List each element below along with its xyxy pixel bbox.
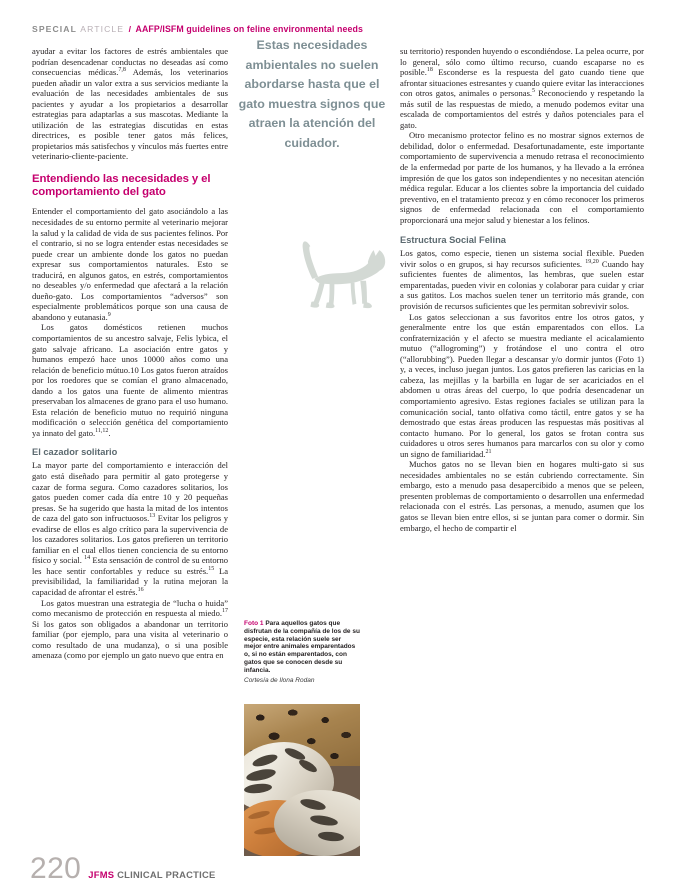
running-head-special: SPECIAL (32, 24, 77, 34)
section-heading-solitary-hunter: El cazador solitario (32, 447, 118, 458)
folio (30, 848, 216, 884)
paragraph: su territorio) responden huyendo o escondiéndose. La pelea ocurre, por lo general, sólo como último recurso, cuando escaparse no es posible.$^{18}$ Esconderse es la respuesta del gato cuando tiene que afrontar situaciones estresantes y cuando quiere evitar las interacciones con otros gatos, animales o personas.$^5$ Reconociendo y respetando la más sutil de las respuestas de miedo, a menudo podemos evitar una escalada de comportamientos del estrés y daños potenciales para el gato. (400, 46, 644, 130)
paragraph: La mayor parte del comportamiento e interacción del gato está diseñado para permitir al gato protegerse y cazar de forma segura. Como cazadores solitarios, los gatos pueden comer cada día entre 10 y 20 pequeñas presas. Se ha sugerido que hasta la mitad de los intentos de caza del gato son infructuosos.$^{13}$ Evitar los peligros y evadirse de ellos es algo crítico para la supervivencia de los cazadores solitarios. Los gatos prefieren un territorio familiar en el cual ellos tienen conciencia de su entorno físico y social. $^{14}$ Esta sensación de control de su entorno les hace sentir confortables y reduce su estrés.$^{15}$ La previsibilidad, la familiaridad y la rutina mejoran la capacidad de afrontar el estrés.$^{16}$ (32, 460, 228, 598)
paragraph: Otro mecanismo protector felino es no mostrar signos externos de debilidad, dolor o enfermedad. Desafortunadamente, este importante comportamiento de supervivencia a menudo retrasa el reconocimiento de la enfermedad por parte de los humanos, y ha llevado a la errónea impresión de que los gatos son independientes y no necesitan atención médica regular. Educar a los clientes sobre la importancia del cuidado preventivo, en el tratamiento precoz y en cómo reconocer los primeros signos de enfermedad relacionada con el comportamiento proporcionará una mejor salud y bienestar a los felinos. (400, 130, 644, 225)
running-head-article: ARTICLE (80, 24, 125, 34)
paragraph: Los gatos muestran una estrategia de “lucha o huida” como mecanismo de protección en respuesta al miedo.$^{17}$ Si los gatos son obligados a abandonar un territorio familiar (por ejemplo, para una visita al veterinario o como resultado de una mudanza), o si una posible amenaza (como por ejemplo un gato nuevo que entra en (32, 597, 228, 661)
figure-caption-text: Para aquellos gatos que disfrutan de la compañía de los de su especie, esta relación suele ser mejor entre animales emparentados o, si no están emparentados, con gatos que se conocen desde su infancia. (244, 620, 360, 674)
figure-credit: Cortesía de Ilona Rodan (244, 677, 315, 685)
page-number: 220 (30, 852, 82, 885)
figure-caption (244, 620, 360, 685)
section-heading-understanding: Entendiendo las necesidades y el comportamiento del gato (32, 173, 211, 199)
paragraph: ayudar a evitar los factores de estrés ambientales que podrían desencadenar conductas no deseadas así como consecuencias médicas.$^{7,8}$ Además, los veterinarios pueden añadir un valor extra a sus servicios mediante la evaluación de las necesidades ambientales de sus pacientes y ayudar a los propietarios a desarrollar estrategias para adaptarlas a sus mascotas. Mediante la utilización de las estrategias discutidas en estas directrices, es posible tener gatos más felices, propietarios más satisfechos y vínculos más fuertes entre veterinario-cliente-paciente. (32, 46, 228, 162)
running-head (32, 22, 644, 36)
section-heading-social-structure: Estructura Social Felina (400, 235, 506, 246)
right-text-column (400, 46, 644, 533)
pull-quote: Estas necesidades ambientales no suelen abordarse hasta que el gato muestra signos que atraen la atención del cuidador. (238, 38, 386, 150)
figure-photo-cats (244, 704, 360, 856)
journal-name (88, 868, 215, 884)
paragraph: Los gatos seleccionan a sus favoritos entre los otros gatos, y generalmente entre los que están emparentados con ellos. La confraternización y el afecto se muestra mediante el acicalamiento mutuo (“allogroming”) y frotándose el uno contra el otro (“allorubbing”). Pueden llegar a descansar y/o dormir juntos (Foto 1) y, a veces, incluso juegan juntos. Los gatos prefieren las caricias en la cabeza, las mejillas y la barbilla en lugar de ser acariciados en el abdomen u otras áreas del cuerpo, lo que podría desencadenar un comportamiento agresivo. Estas regiones faciales se utilizan para la comunicación social, tanto olfativa como táctil, entre gatos y se ha demostrado que estas áreas producen las respuestas más positivas al contacto humano. Por lo general, los gatos se frotan contra sus cuidadores u otros seres humanos para marcarlos con su olor y como un signo de familiaridad.$^{21}$ (400, 311, 644, 459)
paragraph: Los gatos, como especie, tienen un sistema social flexible. Pueden vivir solos o en grupos, si hay recursos suficientes. $^{19,20}$ Cuando hay suficientes fuentes de alimentos, las hembras, que suelen estar emparentadas, pueden vivir en colonias y colaborar para cuidar y criar a sus gatitos. Los machos suelen tener un territorio más grande, con provisión de recursos suficientes que les permitan sobrevivir solos. (400, 248, 644, 312)
paragraph: Muchos gatos no se llevan bien en hogares multi-gato si sus necesidades ambientales no se están cubriendo correctamente. Sin embargo, esto a menudo pasa desapercibido a menos que se peleen, presenten problemas de comportamiento o desarrollen una enfermedad relacionada con el estrés. Las personas, a menudo, asumen que los gatos se llevan bien entre ellos, si se juntan para comer o dormir. Sin embargo, el hecho de compartir el (400, 459, 644, 533)
left-text-column (32, 46, 228, 661)
running-head-slash: / (128, 24, 132, 34)
journal-section: CLINICAL PRACTICE (117, 869, 216, 880)
paragraph: Entender el comportamiento del gato asociándolo a las necesidades de su entorno permite al veterinario mejorar la salud y la calidad de vida de sus pacientes felinos. Por el contrario, si no se logra entender estas necesidades se puede crear un ambiente donde los gatos no puedan expresar sus comportamientos naturales. Esto se traducirá, en algunos gatos, en estrés, comportamientos no deseables y/o enfermedad que afectará a la relación dueño-gato. Los comportamientos “adversos” son especialmente problemáticos porque son una causa de abandono y eutanasia.$^9$ (32, 206, 228, 322)
figure-label: Foto 1 (244, 620, 264, 627)
paragraph: Los gatos domésticos retienen muchos comportamientos de su ancestro salvaje, Felis lybica, el gato salvaje africano. La asociación entre gatos y humanos empezó hace unos 10000 años como una relación de beneficio mútuo.10 Los gatos fueron atraídos por los roedores que se comían el grano almacenado, dando a los gatos una fuente de alimento mientras preservaban los almacenes de grano para el uso humano. Esta relación de beneficio mutuo no requirió ninguna modificación o selección genética del comportamiento ya innato del gato.$^{11,12}$. (32, 322, 228, 438)
running-head-title: AAFP/ISFM guidelines on feline environmental needs (135, 24, 363, 34)
journal-abbrev: JFMS (88, 869, 115, 880)
cat-silhouette-icon (297, 236, 389, 314)
